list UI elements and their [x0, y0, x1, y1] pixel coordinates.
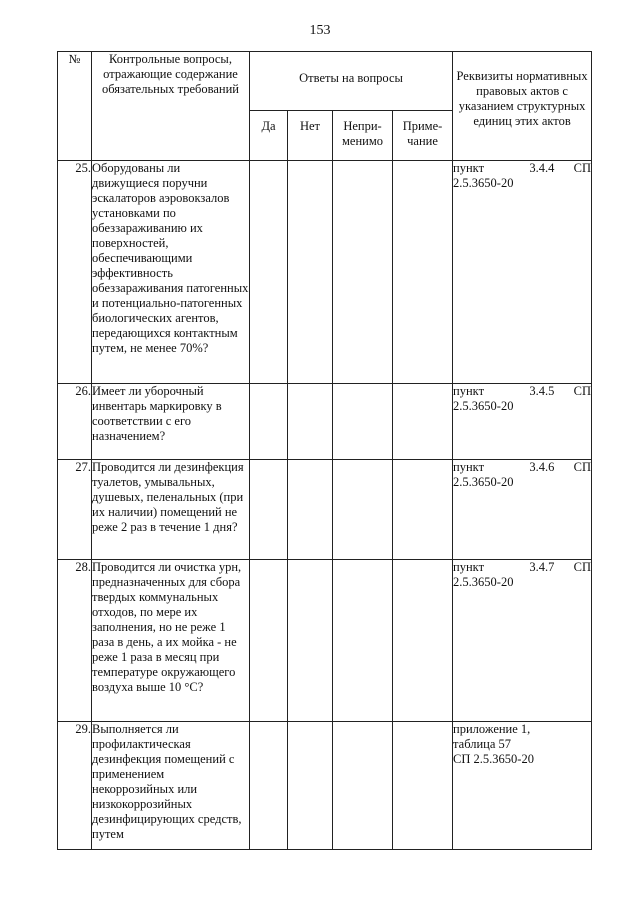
answer-no-cell[interactable]	[288, 722, 333, 850]
row-number: 25.	[58, 161, 92, 384]
ref-word: пункт	[453, 460, 485, 474]
answer-no-cell[interactable]	[288, 161, 333, 384]
ref-document: 2.5.3650-20	[453, 575, 514, 589]
row-question: Выполняется ли профилактическая дезинфекция помещений с применением некоррозийных или низкокоррозийных дезинфицирующих средств, путем	[92, 722, 250, 850]
ref-sp: СП	[573, 161, 592, 175]
header-answer-note-label: Приме-чание	[402, 119, 443, 148]
page-number: 153	[309, 23, 331, 38]
ref-point: 3.4.4	[529, 161, 555, 175]
answer-note-cell[interactable]	[393, 161, 453, 384]
answer-note-cell[interactable]	[393, 560, 453, 722]
answer-note-cell[interactable]	[393, 460, 453, 560]
answer-note-cell[interactable]	[393, 722, 453, 850]
answer-yes-cell[interactable]	[250, 161, 288, 384]
answer-yes-cell[interactable]	[250, 384, 288, 460]
ref-sp: СП	[573, 460, 592, 474]
ref-sp: СП	[573, 560, 592, 574]
header-answer-no-label: Нет	[299, 119, 321, 133]
header-answer-no	[288, 111, 333, 161]
ref-appendix: приложение 1,	[453, 722, 531, 736]
header-questions: Контрольные вопросы, отражающие содержание обязательных требований	[92, 52, 250, 161]
ref-sp: СП	[573, 384, 592, 398]
answer-not-applicable-cell[interactable]	[333, 161, 393, 384]
row-number: 28.	[58, 560, 92, 722]
answer-note-cell[interactable]	[393, 384, 453, 460]
row-number: 27.	[58, 460, 92, 560]
ref-document: СП 2.5.3650-20	[453, 752, 534, 766]
header-answers-label: Ответы на вопросы	[299, 71, 403, 85]
ref-word: пункт	[453, 161, 485, 175]
answer-yes-cell[interactable]	[250, 560, 288, 722]
ref-document: 2.5.3650-20	[453, 176, 514, 190]
answer-not-applicable-cell[interactable]	[333, 460, 393, 560]
table-row	[58, 161, 592, 384]
answer-no-cell[interactable]	[288, 560, 333, 722]
requirements-checklist-table	[57, 51, 592, 850]
row-requisites	[453, 384, 592, 460]
answer-not-applicable-cell[interactable]	[333, 560, 393, 722]
header-answer-na-label: Непри-менимо	[342, 119, 383, 148]
ref-point: 3.4.5	[529, 384, 555, 398]
table-row	[58, 560, 592, 722]
header-answer-yes	[250, 111, 288, 161]
answer-yes-cell[interactable]	[250, 722, 288, 850]
answer-no-cell[interactable]	[288, 460, 333, 560]
header-requisites-label: Реквизиты нормативных правовых актов с указанием структурных единиц этих актов	[456, 69, 588, 128]
row-number: 26.	[58, 384, 92, 460]
row-requisites	[453, 560, 592, 722]
ref-word: пункт	[453, 560, 485, 574]
answer-not-applicable-cell[interactable]	[333, 722, 393, 850]
header-number: №	[58, 52, 92, 161]
header-requisites	[453, 52, 592, 161]
table-row	[58, 384, 592, 460]
ref-table: таблица 57	[453, 737, 512, 751]
row-question: Проводится ли дезинфекция туалетов, умывальных, душевых, пеленальных (при их наличии) помещений не реже 2 раз в течение 1 дня?	[92, 460, 250, 560]
header-answer-yes-label: Да	[261, 119, 276, 133]
table-row	[58, 722, 592, 850]
header-answers	[250, 52, 453, 111]
ref-point: 3.4.6	[529, 460, 555, 474]
answer-not-applicable-cell[interactable]	[333, 384, 393, 460]
ref-word: пункт	[453, 384, 485, 398]
table-row	[58, 460, 592, 560]
ref-document: 2.5.3650-20	[453, 475, 514, 489]
header-answer-not-applicable	[333, 111, 393, 161]
header-answer-note	[393, 111, 453, 161]
ref-point: 3.4.7	[529, 560, 555, 574]
answer-no-cell[interactable]	[288, 384, 333, 460]
row-question: Проводится ли очистка урн, предназначенных для сбора твердых коммунальных отходов, по мере их заполнения, но не реже 1 раза в день, а их мойка - не реже 1 раза в месяц при температуре окружающего воздуха выше 10 °С?	[92, 560, 250, 722]
row-requisites	[453, 161, 592, 384]
answer-yes-cell[interactable]	[250, 460, 288, 560]
ref-document: 2.5.3650-20	[453, 399, 514, 413]
row-number: 29.	[58, 722, 92, 850]
row-question: Оборудованы ли движущиеся поручни эскалаторов аэровокзалов установками по обеззараживанию их поверхностей, обеспечивающими эффективность обеззараживания патогенных и потенциально-патогенных биологических агентов, передающихся контактным путем, не менее 70%?	[92, 161, 250, 384]
row-requisites	[453, 460, 592, 560]
row-requisites	[453, 722, 592, 850]
row-question: Имеет ли уборочный инвентарь маркировку в соответствии с его назначением?	[92, 384, 250, 460]
